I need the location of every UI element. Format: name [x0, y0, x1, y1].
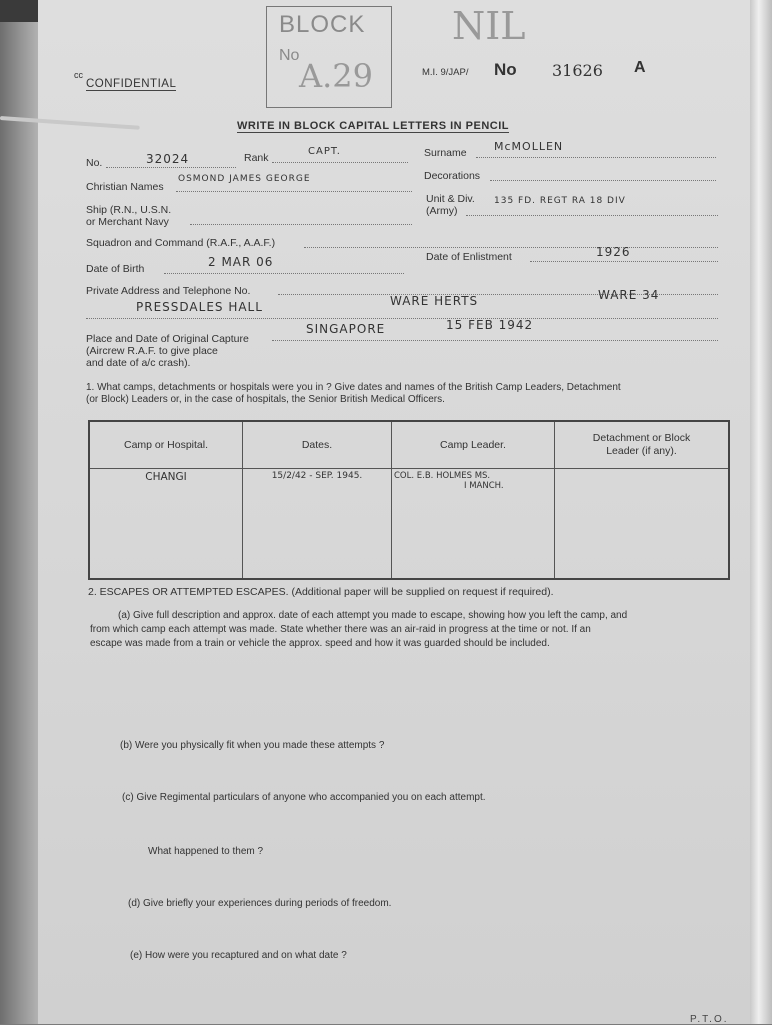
- col-dates-header: Dates.: [243, 421, 392, 469]
- col-detachment-header: [555, 421, 730, 469]
- ship-label-1: Ship (R.N., U.S.N.: [86, 204, 172, 216]
- q2-a-line-1: (a) Give full description and approx. date of each attempt you made to escape, showing how you left the camp, and: [118, 610, 628, 621]
- capture-label-3: and date of a/c crash).: [86, 357, 191, 369]
- instruction-heading: WRITE IN BLOCK CAPITAL LETTERS IN PENCIL: [237, 120, 509, 132]
- enlistment-value: 1926: [596, 245, 631, 259]
- page-stack-edge: [750, 0, 772, 1024]
- q2-e: (e) How were you recaptured and on what date ?: [130, 950, 347, 961]
- surname-line: [476, 157, 716, 158]
- folder-spine: [0, 0, 40, 1024]
- camp-value: CHANGI: [145, 471, 187, 483]
- capture-line: [272, 340, 718, 341]
- unit-value: 135 FD. REGT RA 18 DIV: [494, 196, 626, 206]
- stamp-line-3: A.29: [299, 57, 373, 95]
- leader-cell: [392, 469, 555, 580]
- unit-label-1: Unit & Div.: [426, 193, 475, 205]
- col-leader-header: Camp Leader.: [392, 421, 555, 469]
- form-ref: M.I. 9/JAP/: [422, 67, 469, 78]
- q2-c: (c) Give Regimental particulars of anyone who accompanied you on each attempt.: [122, 792, 486, 803]
- dates-value: 15/2/42 - SEP. 1945.: [271, 471, 363, 481]
- decorations-line: [490, 180, 716, 181]
- camps-table-header-row: [89, 421, 729, 469]
- q2-a-line-2: from which camp each attempt was made. State whether there was an air-raid in progress at the time or not. If an: [90, 624, 591, 635]
- stamp-line-2: No: [279, 47, 300, 64]
- squadron-label: Squadron and Command (R.A.F., A.A.F.): [86, 237, 276, 249]
- number-label: No: [494, 60, 517, 79]
- no-line: [106, 167, 236, 168]
- q2-a-line-3: escape was made from a train or vehicle the approx. speed and how it was guarded should be included.: [90, 638, 550, 649]
- camps-table: [88, 420, 730, 580]
- decorations-label: Decorations: [424, 170, 481, 182]
- no-label: No.: [86, 157, 103, 169]
- leader-value-1: COL. E.B. HOLMES MS.: [394, 471, 491, 481]
- ship-line: [190, 224, 412, 225]
- q2-title: 2. ESCAPES OR ATTEMPTED ESCAPES. (Additional paper will be supplied on request if required).: [88, 586, 554, 598]
- nil-annotation: NIL: [452, 4, 526, 48]
- surname-label: Surname: [424, 147, 467, 159]
- q1-text-2: (or Block) Leaders or, in the case of hospitals, the Senior British Medical Officers.: [86, 394, 445, 405]
- confidential-label: CONFIDENTIAL: [86, 78, 177, 90]
- dob-value: 2 MAR 06: [208, 255, 274, 269]
- address-value-3: WARE 34: [598, 288, 660, 302]
- rank-label: Rank: [244, 152, 269, 164]
- detachment-cell: [555, 469, 730, 580]
- rank-line: [272, 162, 408, 163]
- capture-label-1: Place and Date of Original Capture: [86, 333, 249, 345]
- form-suffix: A: [634, 59, 646, 76]
- dates-cell: [243, 469, 392, 580]
- cc-annotation: cc: [74, 70, 83, 80]
- camp-cell: [89, 469, 243, 580]
- squadron-line: [304, 247, 718, 248]
- q2-c-followup: What happened to them ?: [148, 846, 264, 857]
- address-value-1: PRESSDALES HALL: [136, 300, 263, 314]
- christian-names-label: Christian Names: [86, 181, 164, 193]
- ship-label-2: or Merchant Navy: [86, 216, 169, 228]
- table-row: [89, 469, 729, 580]
- address-line-2: [86, 318, 718, 319]
- q2-b: (b) Were you physically fit when you made these attempts ?: [120, 740, 385, 751]
- form-number: 31626: [552, 61, 603, 80]
- pto-label: P.T.O.: [690, 1014, 729, 1025]
- rank-value: CAPT.: [308, 146, 341, 157]
- enlistment-label: Date of Enlistment: [426, 251, 512, 263]
- christian-names-value: OSMOND JAMES GEORGE: [178, 174, 311, 184]
- address-value-2: WARE HERTS: [390, 294, 479, 308]
- unit-line: [466, 215, 718, 216]
- col-detachment-header-2: Leader (if any).: [606, 445, 677, 457]
- enlistment-line: [530, 261, 718, 262]
- no-value: 32024: [146, 152, 190, 166]
- capture-label-2: (Aircrew R.A.F. to give place: [86, 345, 218, 357]
- address-label: Private Address and Telephone No.: [86, 285, 251, 297]
- dob-line: [164, 273, 404, 274]
- christian-names-line: [176, 191, 412, 192]
- surname-value: McMOLLEN: [494, 140, 564, 153]
- unit-label-2: (Army): [426, 205, 458, 217]
- stamp-line-1: BLOCK: [279, 11, 366, 38]
- q2-d: (d) Give briefly your experiences during periods of freedom.: [128, 898, 392, 909]
- q1-text-1: 1. What camps, detachments or hospitals were you in ? Give dates and names of the British Camp Leaders, Detachment: [86, 382, 621, 393]
- capture-place: SINGAPORE: [306, 322, 386, 336]
- capture-date: 15 FEB 1942: [446, 318, 534, 332]
- col-detachment-header-1: Detachment or Block: [592, 432, 691, 444]
- block-stamp: [266, 6, 392, 108]
- col-camp-header: Camp or Hospital.: [89, 421, 243, 469]
- dob-label: Date of Birth: [86, 263, 145, 275]
- leader-value-2: I MANCH.: [464, 481, 504, 491]
